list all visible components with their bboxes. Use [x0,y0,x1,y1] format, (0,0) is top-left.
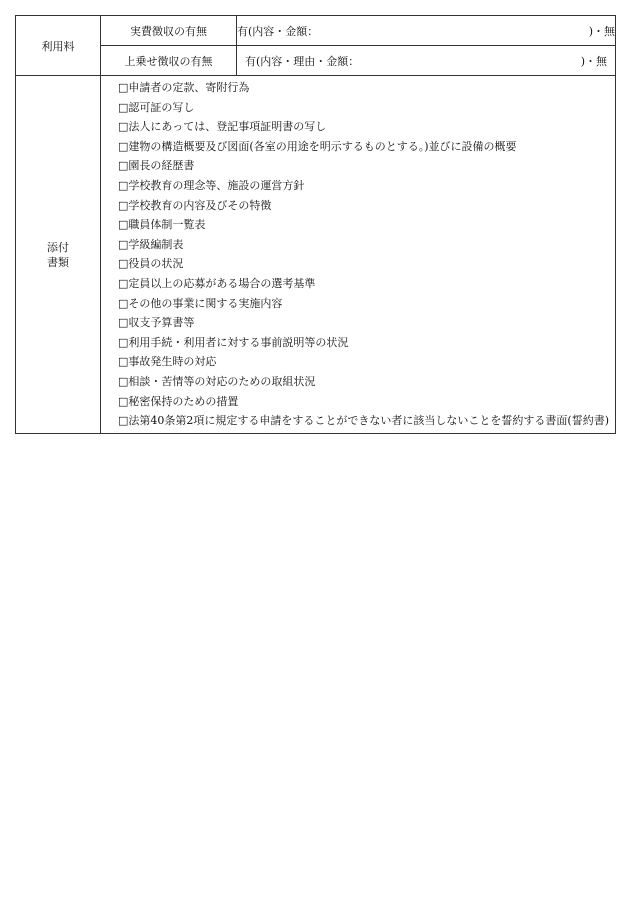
attachment-item-label: 秘密保持のための措置 [128,394,239,408]
checkbox-icon[interactable]: □ [118,81,129,94]
attachment-item [118,352,609,372]
attachment-item [118,274,609,294]
attachment-item-label: 事故発生時の対応 [128,355,217,369]
fee-section-label: 利用料 [16,16,101,76]
attachment-item [118,196,609,216]
attachment-item [118,78,609,98]
attachment-item [118,137,609,157]
attachment-item [118,176,609,196]
fee-row-surcharge [16,46,616,76]
checkbox-icon[interactable]: □ [118,120,129,134]
attachment-item [118,98,609,118]
surcharge-value-text: 有(内容・理由・金額： [245,54,360,68]
surcharge-value [237,46,616,76]
attachment-item-label: 園長の経歴書 [128,159,195,173]
actual-cost-value [237,16,616,46]
attachment-item-label: 法人にあっては、登記事項証明書の写し [128,120,327,134]
checkbox-icon[interactable]: □ [118,100,129,114]
checkbox-icon[interactable]: □ [118,316,129,330]
attachment-item-label: 認可証の写し [128,100,195,114]
fee-row-actual-cost [16,16,616,46]
attachment-item-label: 学級編制表 [128,237,184,251]
attachment-item [118,392,609,412]
attachment-item-label: 建物の構造概要及び図面(各室の用途を明示するものとする。)並びに設備の概要 [128,139,517,153]
attachment-item [118,235,609,255]
attachment-item-label: 職員体制一覧表 [128,218,206,232]
attachment-item-label: 学校教育の内容及びその特徴 [128,198,272,212]
attachment-item [118,313,609,333]
attachments-section-label [16,76,101,434]
attachments-label-line2: 書類 [47,255,69,269]
checkbox-icon[interactable]: □ [118,237,129,251]
attachments-label-line1: 添付 [47,240,69,254]
checkbox-icon[interactable]: □ [118,159,129,173]
checkbox-icon[interactable]: □ [118,394,129,408]
checkbox-icon[interactable]: □ [118,178,129,192]
attachment-item-label: 申請者の定款、寄附行為 [128,81,250,94]
attachment-item-label: 相談・苦情等の対応のための取組状況 [128,374,316,388]
attachment-item-label: 収支予算書等 [128,316,195,330]
attachment-item [118,215,609,235]
actual-cost-value-text: 有(内容・金額： [237,24,319,38]
attachment-item [118,254,609,274]
checkbox-icon[interactable]: □ [118,218,129,232]
checkbox-icon[interactable]: □ [118,355,129,369]
checkbox-icon[interactable]: □ [118,198,129,212]
attachment-item [118,372,609,392]
checkbox-icon[interactable]: □ [118,139,129,153]
checkbox-icon[interactable]: □ [118,257,129,271]
attachment-item-label: 利用手続・利用者に対する事前説明等の状況 [128,335,349,349]
checkbox-icon[interactable]: □ [118,335,129,349]
attachment-item [118,333,609,353]
checkbox-icon[interactable]: □ [118,414,129,428]
attachments-list-cell [101,76,616,434]
actual-cost-label: 実費徴収の有無 [101,16,237,46]
checkbox-icon[interactable]: □ [118,276,129,290]
attachment-item [118,156,609,176]
attachment-item-label: その他の事業に関する実施内容 [128,296,283,310]
attachment-item-label: 定員以上の応募がある場合の選考基準 [128,276,316,290]
checkbox-icon[interactable]: □ [118,374,129,388]
attachment-item-label: 学校教育の理念等、施設の運営方針 [128,178,305,192]
attachment-item [118,294,609,314]
application-form-table [15,15,616,434]
surcharge-label: 上乗せ徴収の有無 [101,46,237,76]
attachments-checklist [118,78,609,430]
attachment-item-label: 役員の状況 [128,257,184,271]
attachment-item [118,117,609,137]
attachments-row [16,76,616,434]
attachment-item [118,411,609,430]
actual-cost-none-text: )・無 [588,24,615,38]
surcharge-none-text: )・無 [580,54,607,68]
attachment-item-label: 法第40条第2項に規定する申請をすることができない者に該当しないことを誓約する書面(誓約書) [128,414,609,428]
checkbox-icon[interactable]: □ [118,296,129,310]
